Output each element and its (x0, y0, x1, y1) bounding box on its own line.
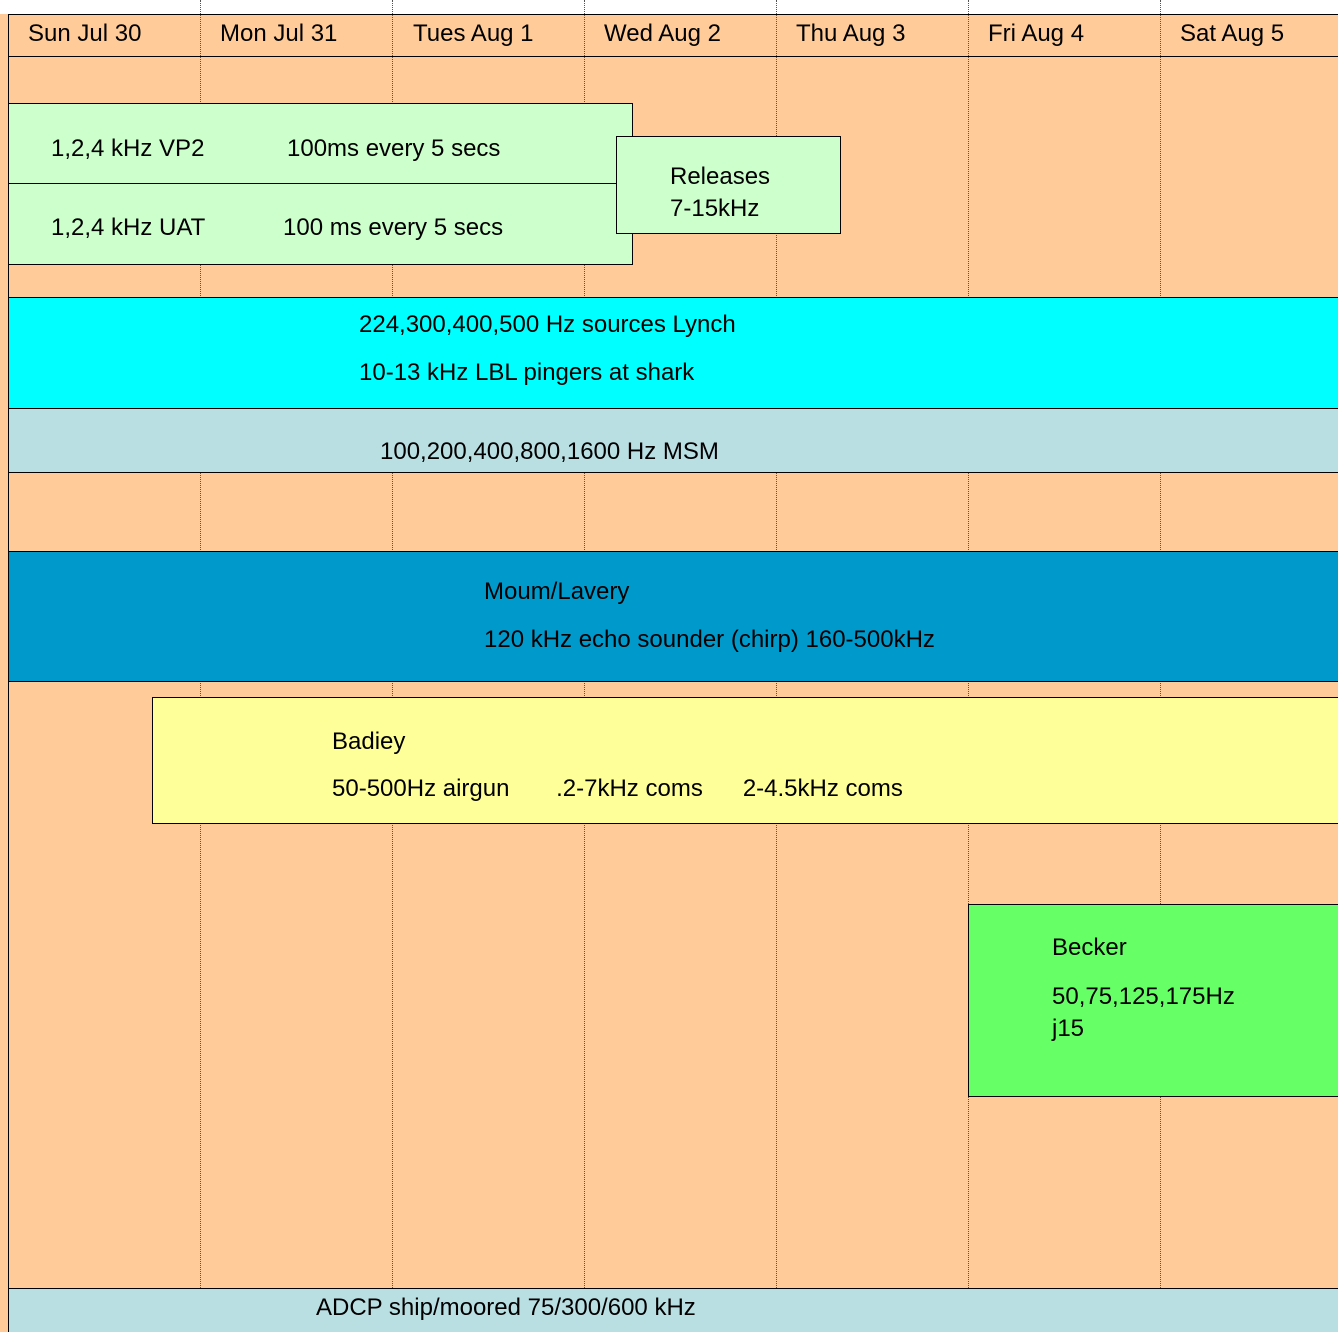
day-label-wed: Wed Aug 2 (604, 20, 721, 47)
day-label-mon: Mon Jul 31 (220, 20, 338, 47)
moum-band (8, 551, 1338, 682)
vp2-freq: 1,2,4 kHz VP2 (51, 135, 205, 162)
uat-freq: 1,2,4 kHz UAT (51, 214, 206, 241)
lynch-pingers: 10-13 kHz LBL pingers at shark (359, 359, 695, 386)
day-label-tue: Tues Aug 1 (413, 20, 534, 47)
badiey-band (152, 697, 1338, 824)
badiey-freqs: 50-500Hz airgun .2-7kHz coms 2-4.5kHz coms (332, 775, 903, 802)
becker-title: Becker (1052, 934, 1127, 961)
day-label-sat: Sat Aug 5 (1180, 20, 1285, 47)
frame-left-edge (8, 14, 9, 1332)
becker-freqs: 50,75,125,175Hz (1052, 983, 1235, 1010)
msm-label: 100,200,400,800,1600 Hz MSM (380, 438, 719, 465)
uat-timing: 100 ms every 5 secs (283, 214, 504, 241)
day-label-thu: Thu Aug 3 (796, 20, 906, 47)
becker-mooring: j15 (1052, 1015, 1085, 1042)
day-label-sun: Sun Jul 30 (28, 20, 142, 47)
moum-title: Moum/Lavery (484, 578, 630, 605)
releases-title: Releases (670, 163, 771, 190)
releases-freq: 7-15kHz (670, 195, 760, 222)
moum-sounder: 120 kHz echo sounder (chirp) 160-500kHz (484, 626, 935, 653)
day-label-fri: Fri Aug 4 (988, 20, 1085, 47)
badiey-title: Badiey (332, 728, 406, 755)
header-separator (8, 56, 1338, 57)
lynch-sources: 224,300,400,500 Hz sources Lynch (359, 311, 736, 338)
adcp-label: ADCP ship/moored 75/300/600 kHz (316, 1294, 696, 1321)
vp2-timing: 100ms every 5 secs (287, 135, 501, 162)
